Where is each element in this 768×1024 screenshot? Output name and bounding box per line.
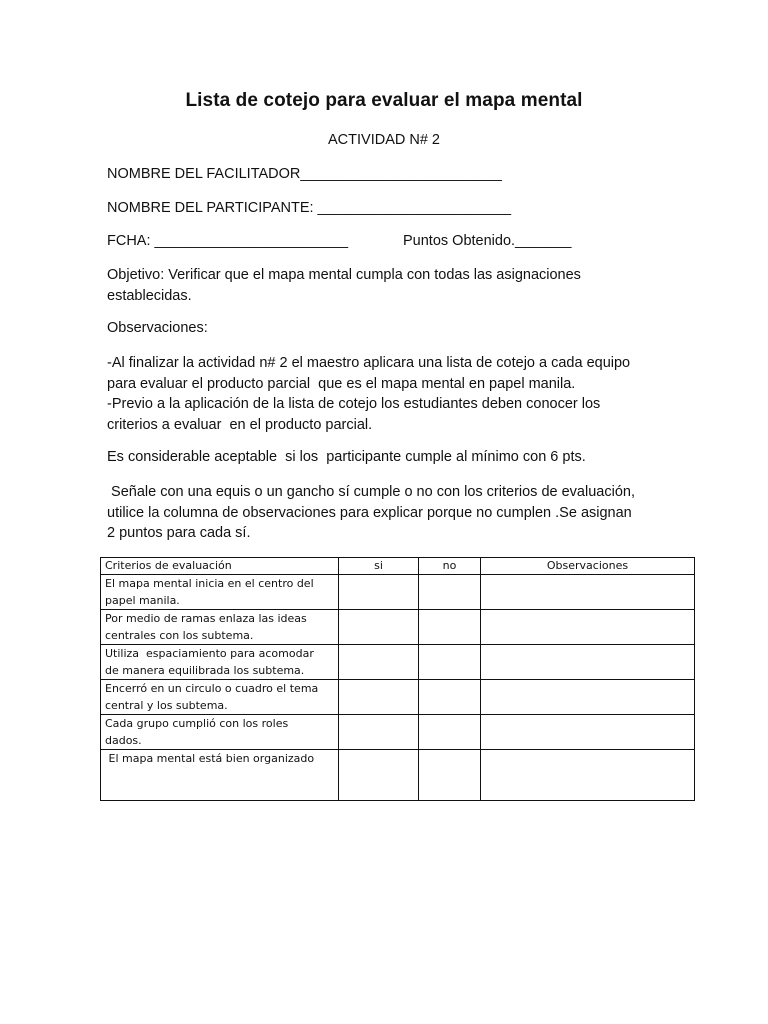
observations-heading: Observaciones: [107, 320, 208, 336]
date-line: FCHA: ________________________ [107, 233, 349, 249]
criteria-header: Criterios de evaluación [101, 558, 339, 575]
observation-line: para evaluar el producto parcial que es el mapa mental en papel manila. [107, 375, 576, 392]
objective-paragraph [107, 265, 687, 306]
objective-line: Objetivo: Verificar que el mapa mental cumpla con todas las asignaciones [107, 267, 581, 283]
yes-cell[interactable] [339, 575, 419, 610]
instruction-line: utilice la columna de observaciones para explicar porque no cumplen .Se asignan [107, 504, 632, 521]
no-cell[interactable] [419, 575, 481, 610]
yes-header: si [339, 558, 419, 575]
acceptance-criteria: Es considerable aceptable si los participante cumple al mínimo con 6 pts. [107, 449, 586, 465]
table-row [101, 575, 695, 610]
criterion-text: central y los subtema. [105, 699, 228, 712]
criterion-text: Encerró en un circulo o cuadro el tema [105, 682, 319, 695]
observations-cell[interactable] [481, 750, 695, 801]
criterion-cell [101, 645, 339, 680]
objective-line: establecidas. [107, 287, 192, 304]
table-row [101, 715, 695, 750]
no-cell[interactable] [419, 610, 481, 645]
observations-header: Observaciones [481, 558, 695, 575]
observations-paragraph [107, 353, 687, 435]
observations-cell[interactable] [481, 645, 695, 680]
table-row [101, 680, 695, 715]
observations-cell[interactable] [481, 715, 695, 750]
criterion-text: centrales con los subtema. [105, 629, 254, 642]
no-cell[interactable] [419, 645, 481, 680]
yes-cell[interactable] [339, 645, 419, 680]
table-row [101, 610, 695, 645]
points-line: Puntos Obtenido._______ [403, 233, 572, 249]
instructions-paragraph [107, 482, 687, 544]
criterion-text: Por medio de ramas enlaza las ideas [105, 612, 307, 625]
yes-cell[interactable] [339, 680, 419, 715]
criterion-cell [101, 680, 339, 715]
no-cell[interactable] [419, 715, 481, 750]
criterion-cell [101, 575, 339, 610]
criterion-text: El mapa mental inicia en el centro del [105, 577, 314, 590]
document-title: Lista de cotejo para evaluar el mapa mental [185, 90, 583, 111]
criterion-text: Cada grupo cumplió con los roles [105, 717, 289, 730]
yes-cell[interactable] [339, 715, 419, 750]
yes-cell[interactable] [339, 750, 419, 801]
criterion-text: El mapa mental está bien organizado [105, 752, 315, 765]
table-header-row [101, 558, 695, 575]
table-row [101, 750, 695, 801]
observations-cell[interactable] [481, 575, 695, 610]
observation-line: criterios a evaluar en el producto parcial. [107, 416, 373, 433]
activity-number: ACTIVIDAD N# 2 [328, 132, 440, 148]
criterion-text: de manera equilibrada los subtema. [105, 664, 305, 677]
no-cell[interactable] [419, 750, 481, 801]
criterion-cell [101, 610, 339, 645]
observations-cell[interactable] [481, 680, 695, 715]
criterion-text: papel manila. [105, 594, 180, 607]
observation-line: -Previo a la aplicación de la lista de cotejo los estudiantes deben conocer los [107, 396, 601, 412]
observations-cell[interactable] [481, 610, 695, 645]
criterion-text: Utiliza espaciamiento para acomodar [105, 647, 314, 660]
criterion-cell [101, 715, 339, 750]
instruction-line: Señale con una equis o un gancho sí cumple o no con los criterios de evaluación, [107, 484, 635, 500]
criterion-cell [101, 750, 339, 801]
no-header: no [419, 558, 481, 575]
observation-line: -Al finalizar la actividad n# 2 el maestro aplicara una lista de cotejo a cada equipo [107, 355, 631, 371]
participant-line: NOMBRE DEL PARTICIPANTE: ________________________ [107, 200, 512, 216]
evaluation-checklist-table [100, 557, 695, 801]
yes-cell[interactable] [339, 610, 419, 645]
no-cell[interactable] [419, 680, 481, 715]
table-row [101, 645, 695, 680]
criterion-text: dados. [105, 734, 142, 747]
instruction-line: 2 puntos para cada sí. [107, 525, 251, 541]
facilitator-line: NOMBRE DEL FACILITADOR_________________________ [107, 166, 502, 182]
